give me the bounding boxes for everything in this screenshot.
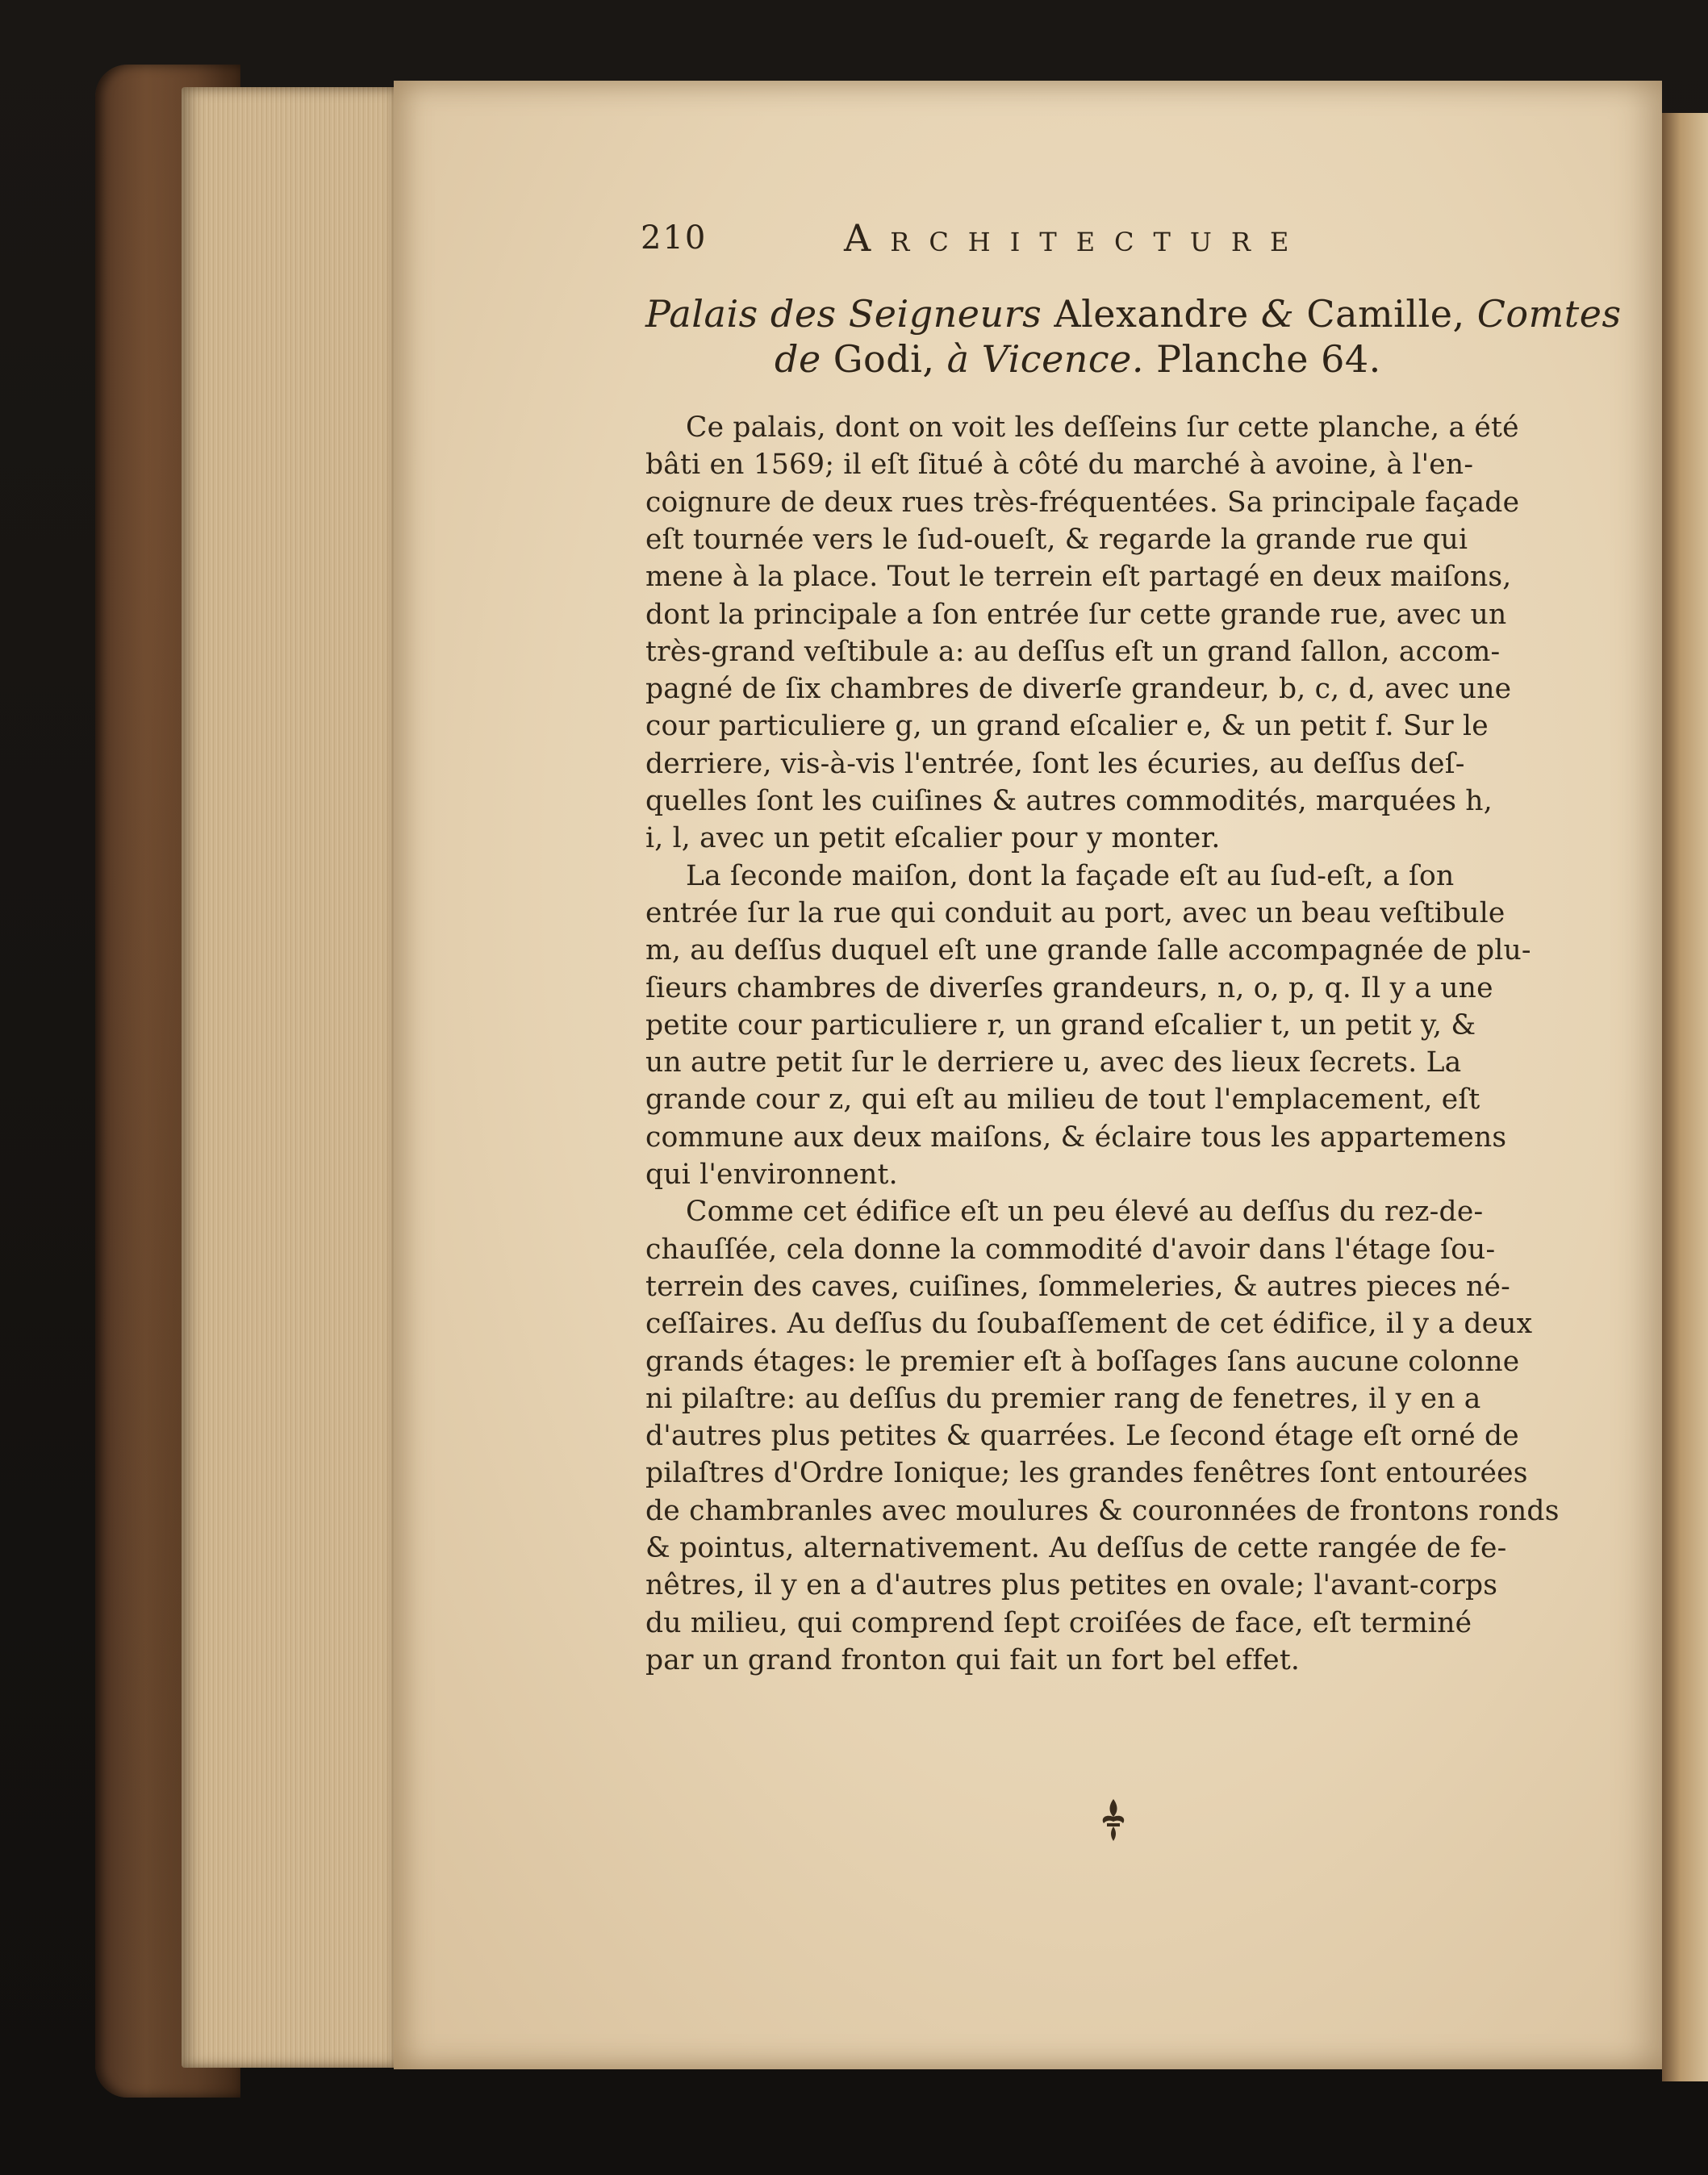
body-line: derriere, vis-à-vis l'entrée, ſont les écuries, au deſſus deſ- <box>645 747 1465 780</box>
body-line: ni pilaſtre: au deſſus du premier rang de fenetres, il y en a <box>645 1382 1481 1415</box>
body-line: commune aux deux maiſons, & éclaire tous les appartemens <box>645 1121 1507 1154</box>
title-segment: Comtes <box>1476 292 1622 336</box>
body-line: par un grand fronton qui fait un fort bel effet. <box>645 1643 1301 1676</box>
title-segment: Planche 64. <box>1156 337 1381 381</box>
page-edges <box>182 87 399 2068</box>
body-line: de chambranles avec moulures & couronnées de frontons ronds <box>645 1494 1560 1527</box>
body-line: Comme cet édifice eſt un peu élevé au deſſus du rez-de- <box>686 1196 1484 1229</box>
body-line: quelles ſont les cuiſines & autres commodités, marquées h, <box>645 785 1493 817</box>
body-line: du milieu, qui comprend ſept croiſées de face, eſt terminé <box>645 1606 1472 1639</box>
title-segment: Palais des Seigneurs <box>645 292 1054 336</box>
body-line: petite cour particuliere r, un grand eſcalier t, un petit y, & <box>645 1008 1476 1042</box>
body-line: d'autres plus petites & quarrées. Le ſecond étage eſt orné de <box>645 1420 1519 1453</box>
title-segment: Camille, <box>1306 292 1477 336</box>
body-line: La ſeconde maiſon, dont la façade eſt au ſud-eſt, a ſon <box>686 859 1455 892</box>
body-line: eſt tournée vers le ſud-oueſt, & regarde la grande rue qui <box>645 523 1468 556</box>
body-line: ſieurs chambres de diverſes grandeurs, n, o, p, q. Il y a une <box>645 971 1493 1004</box>
body-line: grande cour z, qui eſt au milieu de tout l'emplacement, eſt <box>645 1083 1480 1117</box>
running-head: Architecture <box>844 216 1309 260</box>
section-title-line-2 <box>775 337 1381 381</box>
title-segment: & <box>1260 292 1307 336</box>
body-line: terrein des caves, cuiſines, ſommeleries, & autres pieces né- <box>645 1270 1510 1303</box>
body-line: i, l, avec un petit eſcalier pour y monter. <box>645 822 1221 855</box>
body-line: m, au deſſus duquel eſt une grande ſalle accompagnée de plu- <box>645 934 1531 967</box>
body-line: chauſſée, cela donne la commodité d'avoir dans l'étage ſou- <box>645 1233 1496 1266</box>
body-line: nêtres, il y en a d'autres plus petites en ovale; l'avant-corps <box>645 1569 1498 1602</box>
body-line: coignure de deux rues très-fréquentées. Sa principale façade <box>645 486 1520 519</box>
body-line: dont la principale a ſon entrée ſur cette grande rue, avec un <box>645 598 1507 631</box>
fleuron-ornament-icon <box>1097 1796 1130 1844</box>
body-line: qui l'environnent. <box>645 1158 898 1191</box>
body-line: mene à la place. Tout le terrein eſt partagé en deux maiſons, <box>645 561 1512 594</box>
title-segment: Alexandre <box>1054 292 1261 336</box>
body-line: bâti en 1569; il eſt ſitué à côté du marché à avoine, à l'en- <box>645 449 1474 482</box>
section-title-line-1 <box>645 292 1622 336</box>
body-line: pilaſtres d'Ordre Ionique; les grandes fenêtres ſont entourées <box>645 1457 1528 1490</box>
body-line: entrée ſur la rue qui conduit au port, avec un beau veſtibule <box>645 896 1505 929</box>
body-line: ceſſaires. Au deſſus du ſoubaſſement de cet édifice, il y a deux <box>645 1308 1533 1341</box>
facing-page-edge <box>1662 113 1708 2081</box>
body-line: Ce palais, dont on voit les deſſeins ſur cette planche, a été <box>686 411 1519 444</box>
title-segment: Godi, <box>833 337 947 381</box>
page-number: 210 <box>641 219 708 257</box>
title-segment: de <box>775 337 833 381</box>
body-line: grands étages: le premier eſt à boſſages ſans aucune colonne <box>645 1345 1520 1378</box>
body-line: cour particuliere g, un grand eſcalier e, & un petit f. Sur le <box>645 710 1489 743</box>
body-line: & pointus, alternativement. Au deſſus de cette rangée de fe- <box>645 1532 1507 1564</box>
body-line: pagné de ſix chambres de diverſe grandeur, b, c, d, avec une <box>645 673 1512 706</box>
title-segment: à Vicence. <box>946 337 1157 381</box>
body-line: un autre petit ſur le derriere u, avec des lieux ſecrets. La <box>645 1046 1462 1079</box>
body-line: très-grand veſtibule a: au deſſus eſt un grand ſallon, accom- <box>645 635 1501 668</box>
